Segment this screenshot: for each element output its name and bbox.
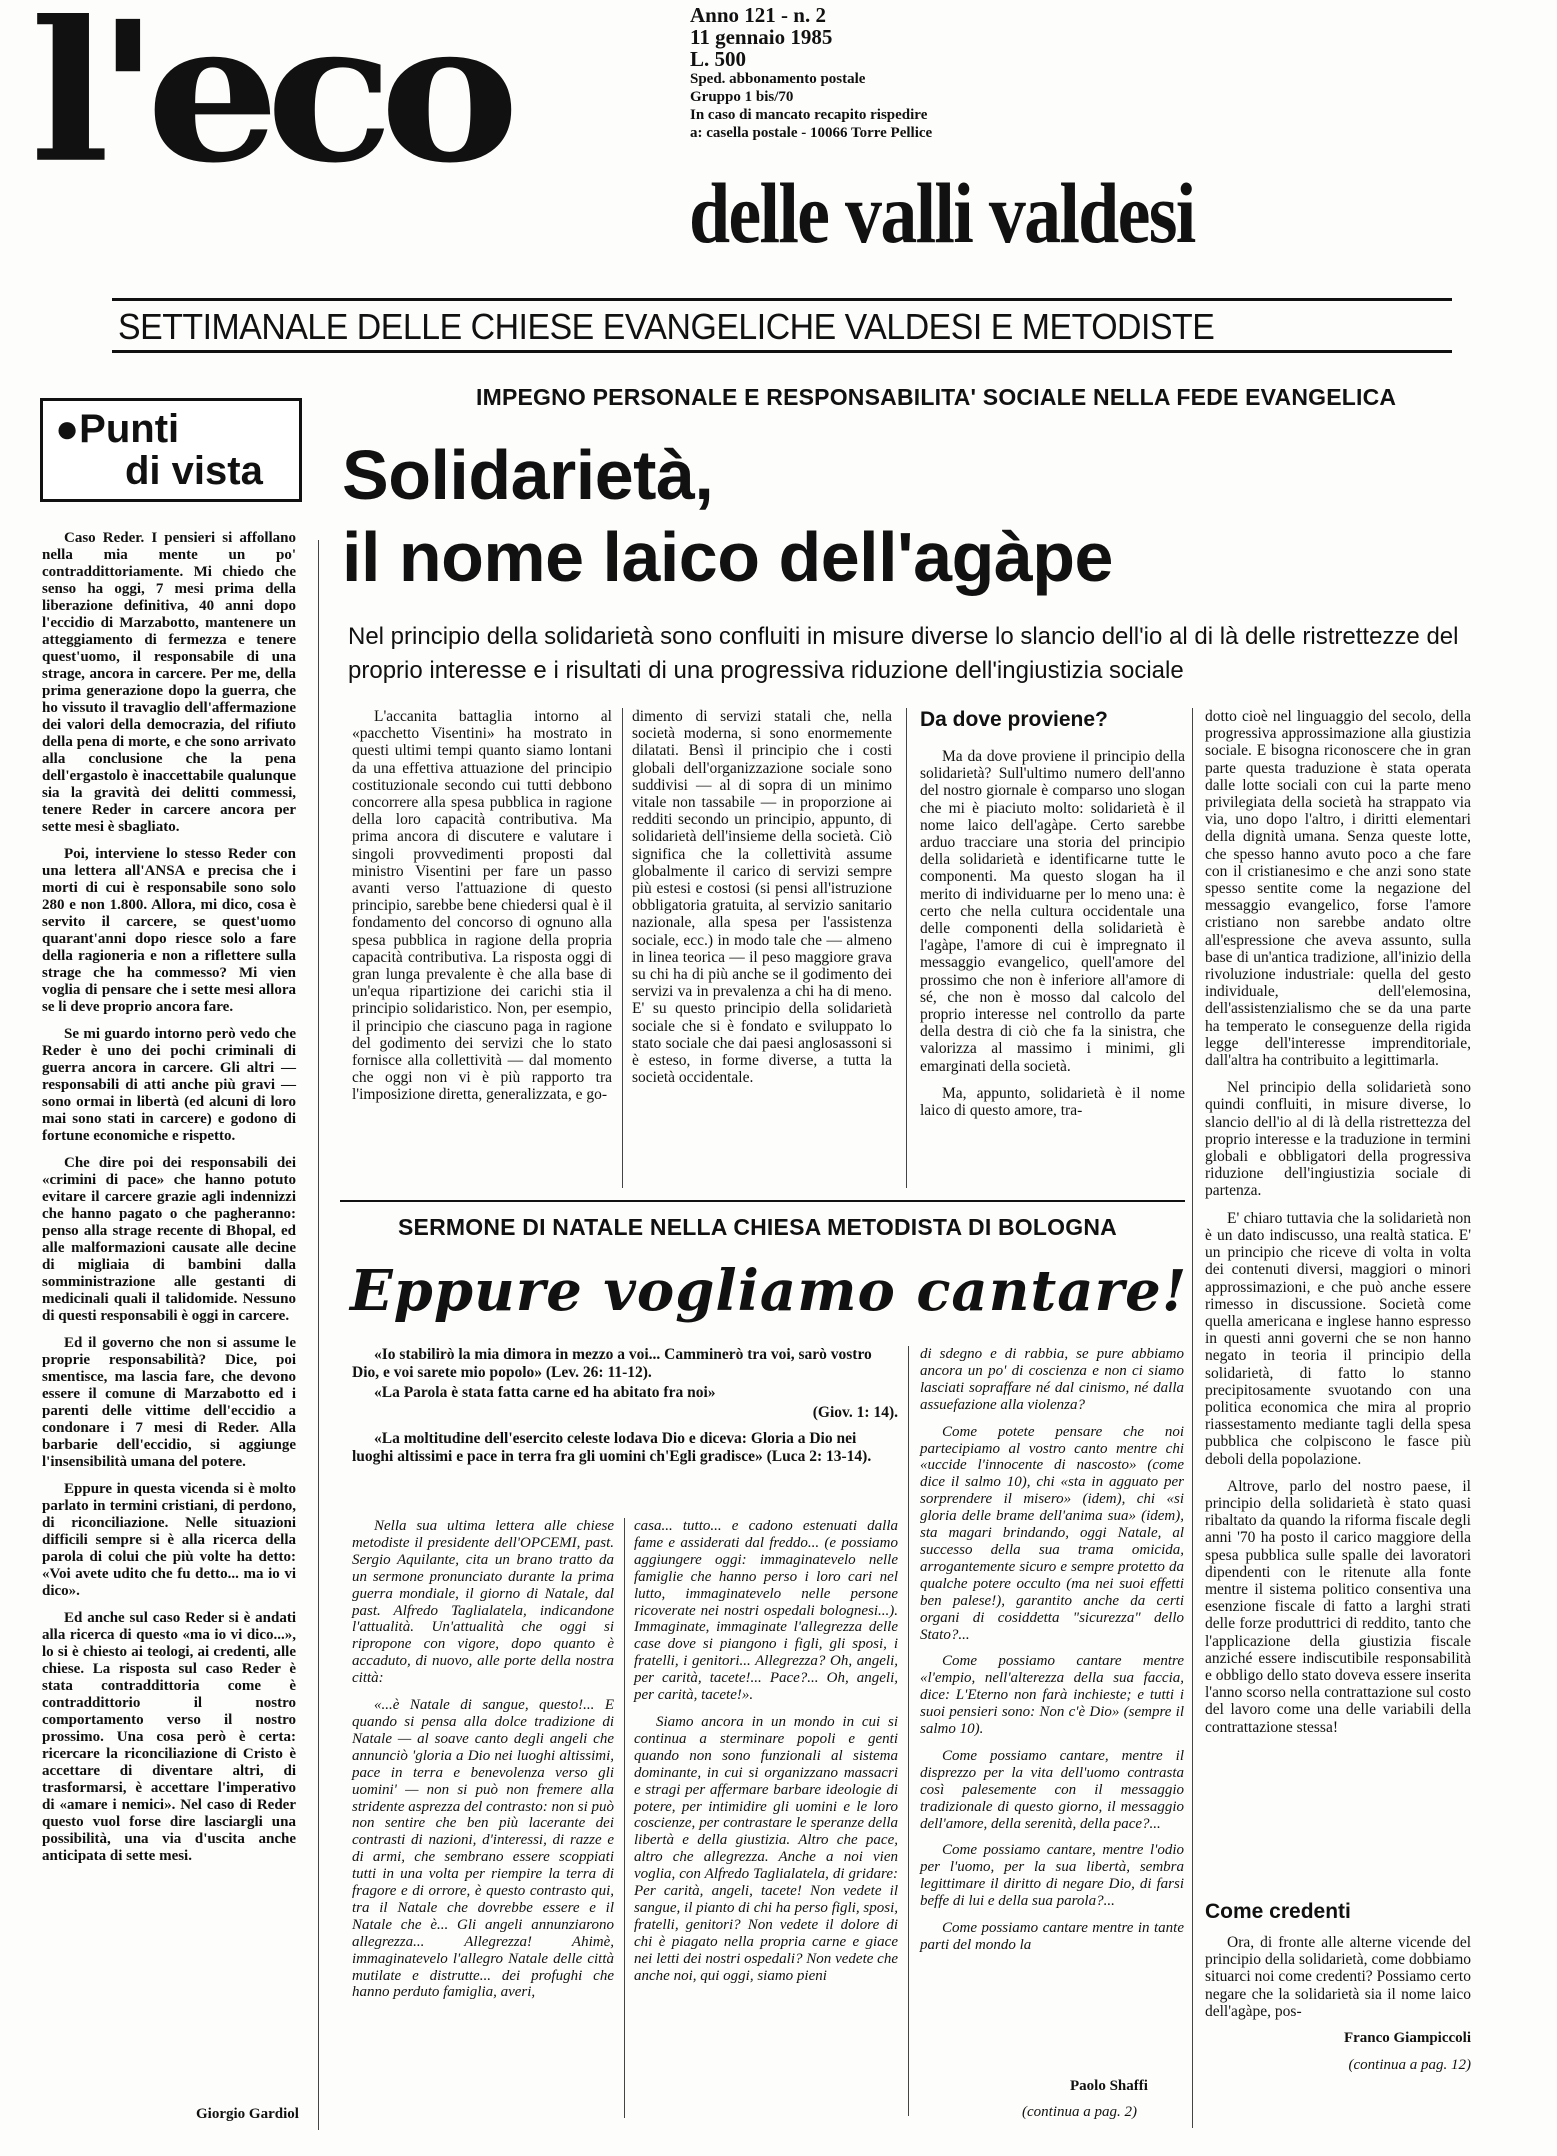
sermon-paragraph: Siamo ancora in un mondo in cui si continua a sterminare popoli e genti quando non sono funzionali al sistema dominante, in cui si organizzano massacri e stragi per affermare barbare ideologie di potere, per intimidire gli uomini e le loro coscienze, per contrastare le speranze della libertà e della giustizia. Altro che pace, altro che allegrezza. Anche a noi vien voglia, con Alfredo Taglialatela, di gridare: Per carità, angeli, tacete! Non vedete il sangue, il pianto di chi ha perso figli, sposi, fratelli, genitori? Non vedete il dolore di chi è piagato nella propria carne e giace nei letti dei nostri ospedali? Non vedete che anche noi, qui oggi, siamo pieni — [634, 1713, 898, 1984]
sermon-rule — [340, 1200, 1185, 1202]
newspaper-subtitle: delle valli valdesi — [689, 165, 1195, 261]
lead-headline — [342, 434, 1113, 598]
sermon-quote-john-ref: (Giov. 1: 14). — [812, 1404, 898, 1421]
newspaper-tagline: SETTIMANALE DELLE CHIESE EVANGELICHE VALDESI E METODISTE — [118, 306, 1215, 347]
lead-standfirst: Nel principio della solidarietà sono confluiti in misure diverse lo slancio dell'io al di là delle ristrettezze del proprio interesse e i risultati di una progressiva riduzione dell'ingiustizia sociale — [348, 623, 1459, 684]
punti-di-vista-title: ●Punti — [55, 407, 180, 451]
postal-info-3: In caso di mancato recapito rispedire — [690, 107, 928, 123]
lead-paragraph: E' chiaro tuttavia che la solidarietà non è un dato indiscusso, una realtà statica. E' un principio che riceve di volta in volta dei contenuti diversi, maggiori o minori approssimazioni, e che può anche essere rimesso in discussione. Società come quella americana e inglese hanno espresso in questi anni governi che se non hanno negato in teoria il principio della solidarietà, di fatto lo stanno precipitosamente svuotando con una politica economica che mira al proprio riassestamento mediante tagli della spesa pubblica che colpiscono le fasce più deboli della popolazione. — [1205, 1209, 1471, 1468]
lead-column-4 — [1205, 708, 1471, 1746]
sermon-paragraph: Come possiamo cantare mentre «l'empio, nell'alterezza della sua faccia, dice: L'Eterno non farà inchieste; e tutti i suoi pensieri sono: Non c'è Dio» (sempre il salmo 10). — [920, 1653, 1184, 1738]
lead-kicker: IMPEGNO PERSONALE E RESPONSABILITA' SOCIALE NELLA FEDE EVANGELICA — [476, 384, 1397, 410]
sidebar-paragraph: Eppure in questa vicenda si è molto parlato in termini cristiani, di perdono, di riconciliazione. Nelle situazioni difficili sempre si è alla ricerca della parola di colui che più volte ha detto: «Voi avete udito che fu detto... ma io vi dico». — [42, 1481, 296, 1599]
lead-column-4-end — [1205, 1900, 1471, 2074]
sidebar-paragraph: Se mi guardo intorno però vedo che Reder è uno dei pochi criminali di guerra ancora in carcere. Gli altri — responsabili di atti anche più gravi — sono ormai in libertà (ed alcuni di loro mai sono stati in carcere) e godono di fortune economiche e rispetto. — [42, 1026, 296, 1144]
punti-label: Punti — [79, 407, 180, 451]
lead-paragraph: Ora, di fronte alle alterne vicende del principio della solidarietà, come dobbiamo situarci noi come credenti? Possiamo certo negare che la solidarietà sia il nome laico dell'agàpe, pos- — [1205, 1934, 1471, 2020]
sermon-headline: Eppure vogliamo cantare! — [350, 1258, 1188, 1324]
lead-column-3 — [920, 708, 1185, 1129]
issue-info — [690, 4, 932, 142]
lead-paragraph: dimento di servizi statali che, nella società moderna, si sono enormemente dilatati. Bensì il principio che i costi globali dell'organizzazione sociale sono suddivisi — al di sopra di un minimo vitale non tassabile — in proporzione ai redditi secondo un principio, appunto, di solidarietà dell'insieme della società. Ciò significa che la collettività assume globalmente il carico di servizi sempre più estesi e costosi (si pensi all'istruzione obbligatoria gratuita, al servizio sanitario nazionale, alla spesa per l'assistenza sociale, ecc.) in modo tale che — almeno in linea teorica — il peso maggiore grava su chi ha di più anche se il godimento dei servizi va in prevalenza a chi ha di meno. E' su questo principio della solidarietà sociale che si è fondato e sviluppato lo stato sociale che dai paesi anglosassoni si è esteso, in forme diverse, a tutta la società occidentale. — [632, 708, 892, 1087]
newspaper-logo: l'eco — [30, 0, 506, 206]
sermon-paragraph: di sdegno e di rabbia, se pure abbiamo ancora un po' di coscienza e non ci siamo lasciati sopraffare né dal cinismo, né dalla assuefazione alla violenza? — [920, 1346, 1184, 1413]
sidebar-article — [42, 530, 296, 1875]
punti-di-vista-box — [40, 398, 302, 502]
postal-info-1: Sped. abbonamento postale — [690, 71, 866, 87]
sermon-continued: (continua a pag. 2) — [1022, 2104, 1137, 2120]
issue-date: 11 gennaio 1985 — [690, 25, 833, 49]
lead-divider-2 — [906, 708, 907, 1188]
lead-paragraph: dotto cioè nel linguaggio del secolo, della progressiva approssimazione alla giustizia sociale. E bisogna riconoscere che in gran parte questa traduzione è stata operata dalle lotte sociali con cui la parte meno privilegiata della società ha strappato via via, uno dopo l'altro, i diritti elementari della dignità umana. Senza queste lotte, che spesso hanno avuto poco a che fare con il cristianesimo e che anzi sono state spesso sentite come la negazione del messaggio evangelico, forse l'amore cristiano non sarebbe andato oltre all'espressione che aveva assunto, sulla base di un'antica tradizione, all'inizio della rivoluzione industriale: quella del gesto individuale, dell'elemosina, dell'assistenzialismo che se da una parte ha temperato le conseguenze della rigida legge dell'interesse imprenditoriale, dall'altra ha contribuito a legittimarla. — [1205, 708, 1471, 1070]
sidebar-paragraph: Caso Reder. I pensieri si affollano nella mia mente un po' contraddittoriamente. Mi chiedo che senso ha oggi, 7 mesi prima della liberazione definitiva, 40 anni dopo l'eccidio di Marzabotto, mantenere un atteggiamento di fermezza e tenere quest'uomo, il responsabile di una strage, ancora in carcere. Per me, della prima generazione dopo la guerra, che ho vissuto il travaglio dell'affermazione dei valori della democrazia, del rifiuto della pena di morte, e che sono arrivato alla conclusione che la pena dell'ergastolo è inaccettabile qualunque sia la gravità dei delitti commessi, tenere Reder in carcere ancora per sette mesi è sbagliato. — [42, 530, 296, 835]
sermon-paragraph: casa... tutto... e cadono estenuati dalla fame e assiderati dal freddo... (e possiamo aggiungere oggi: immaginatevelo nelle famiglie che hanno perso i loro cari nel lutto, immaginatevelo nelle persone ricoverate nei nostri ospedali bolognesi...). Immaginate, immaginate l'allegrezza delle case dove si piangono i figli, gli sposi, i fratelli, i genitori... Allegrezza? Oh, angeli, per carità, tacete!... Pace?... Oh, angeli, per carità, tacete!». — [634, 1518, 898, 1704]
lead-divider-3 — [1192, 708, 1193, 2128]
lead-paragraph: Ma, appunto, solidarietà è il nome laico di questo amore, tra- — [920, 1084, 1185, 1120]
sermon-paragraph: Come potete pensare che noi partecipiamo al vostro canto mentre chi «uccide l'innocente di nascosto» (come dice il salmo 10), chi «sta in agguato per sorprendere il misero» (idem), chi «si gloria delle brame dell'anima sua» (idem), sta magari brindando, oggi Natale, al successo della sua trama omicida, arrogantemente sicuro e sempre protetto da qualche potere occulto (ma nei suoi effetti ben palese!), garantito anche da certi organi di cosiddetta "sicurezza" dello Stato?... — [920, 1423, 1184, 1643]
sermon-quote-john: «La Parola è stata fatta carne ed ha abitato fra noi» — [374, 1384, 716, 1401]
sermon-divider-2 — [908, 1346, 909, 2116]
lead-subhead-believers: Come credenti — [1205, 1900, 1351, 1923]
sermon-epigraphs — [352, 1346, 898, 1468]
sidebar-paragraph: Poi, interviene lo stesso Reder con una lettera all'ANSA e precisa che i morti di cui è responsabile sono solo 280 e non 1.800. Allora, mi dico, cosa è servito il carcere, se quest'uomo quarant'anni dopo riesce solo a fare della ragioneria e non a riflettere sulla strage che ha commesso? Mi vien voglia di pensare che i sette mesi allora se li deve proprio ancora fare. — [42, 846, 296, 1015]
lead-paragraph: Altrove, parlo del nostro paese, il principio della solidarietà è stato quasi ribaltato da quando la riforma fiscale degli anni '70 ha posto il carico maggiore della spesa pubblica sulle spalle dei lavoratori dipendenti con le ritenute alla fonte mentre il sistema politico consentiva una esenzione fiscale di fatto a larghi strati delle forze produttrici di reddito, tanto che l'applicazione della giustizia fiscale anziché essere indiscutibile responsabilità e obbligo dello stato doveva essere inserita l'anno scorso nella contrattazione sul costo del lavoro come una delle variabili della contrattazione stessa! — [1205, 1477, 1472, 1736]
lead-continued: (continua a pag. 12) — [1348, 2057, 1471, 2074]
lead-subhead-origin: Da dove proviene? — [920, 708, 1108, 731]
lead-signature: Franco Giampiccoli — [1343, 2030, 1471, 2047]
sermon-paragraph: Come possiamo cantare mentre in tante parti del mondo la — [920, 1920, 1184, 1953]
sermon-paragraph: «...è Natale di sangue, questo!... E quando si pensa alla dolce tradizione di Natale — al soave canto degli angeli che annunciò 'gloria a Dio nei luoghi altissimi, pace in terra e benevolenza verso gli uomini' — non si può non fremere alla stridente asprezza del contrasto: non si può non sentire che ben più lacerante dei contrasti di nazioni, d'interessi, di razze e di armi, che sembrano essere scoppiati tutti in una volta per riempire la terra di fragore e di orrore, è questo contrasto qui, tra il Natale che dovrebbe essere e il Natale che è... Gli angeli annunziarono allegrezza... Allegrezza! Ahimè, immaginatevelo l'allegro Natale delle città mutilate e distrutte... dei profughi che hanno perduto famiglia, averi, — [352, 1697, 614, 2001]
lead-headline-line-1: Solidarietà, — [342, 436, 714, 514]
sidebar-paragraph: Ed il governo che non si assume le proprie responsabilità? Dice, poi smentisce, ma lascia fare, che devono essere il comune di Marzabotto ed i parenti delle vittime dell'eccidio a condonare i 7 mesi di Reder. Alla barbarie dell'eccidio, si aggiunge l'insensibilità umana del potere. — [42, 1335, 296, 1470]
sidebar-signature: Giorgio Gardiol — [196, 2106, 299, 2122]
sidebar-paragraph: Che dire poi dei responsabili dei «crimini di pace» che hanno potuto evitare il carcere grazie agli indennizzi che hanno pagato o che pagheranno: penso alla strage recente di Bhopal, ed alle malformazioni causate alle decine di migliaia di bambini dalla somministrazione alle gestanti di medicinali quali il talidomide. Nessuno di questi responsabili è oggi in carcere. — [42, 1155, 296, 1324]
issue-price: L. 500 — [690, 47, 747, 71]
sermon-paragraph: Come possiamo cantare, mentre il disprezzo per la vita dell'uomo contrasta così palesemente con il messaggio tradizionale di questo giorno, il messaggio dell'amore, della serenità, della pace?... — [920, 1747, 1184, 1832]
sermon-paragraph: Nella sua ultima lettera alle chiese metodiste il presidente dell'OPCEMI, past. Sergio Aquilante, cita un brano tratto da un sermone pronunciato durante la prima guerra mondiale, il giorno di Natale, dal past. Alfredo Taglialatela, indicandone l'attualità. Un'attualità che oggi si ripropone con vigore, dopo quanto è accaduto, di nuovo, alle porte della nostra città: — [352, 1518, 614, 1687]
lead-paragraph: Nel principio della solidarietà sono quindi confluiti, in misure diverse, lo slancio dell'io al di là della ristrettezza del proprio interesse e la traduzione in termini globali e obbligatori della progressiva riduzione dell'ingiustizia sociale di partenza. — [1205, 1079, 1471, 1200]
issue-number: Anno 121 - n. 2 — [690, 3, 826, 27]
di-vista-label: di vista — [125, 449, 263, 493]
masthead-rule-bottom — [112, 350, 1452, 353]
sermon-quote-leviticus: «Io stabilirò la mia dimora in mezzo a voi... Camminerò tra voi, sarò vostro Dio, e voi sarete mio popolo» (Lev. 26: 11-12). — [352, 1346, 872, 1381]
lead-divider-1 — [622, 708, 623, 1188]
lead-paragraph: Ma da dove proviene il principio della solidarietà? Sull'ultimo numero dell'anno del nostro giornale è comparso uno slogan che mi è piaciuto molto: solidarietà è il nome laico dell'agàpe. Certo sarebbe arduo tracciare una storia del principio della solidarietà e identificarne tutte le componenti. Ma questo slogan ha il merito di individuarne per lo meno una: è certo che nella cultura occidentale una delle componenti della solidarietà è l'agàpe, l'amore di cui è impregnato il messaggio evangelico, quell'amore del prossimo che non è inferiore all'amore di sé, che non è mosso dal calcolo del proprio interesse nel controllo da parte della destra di ciò che fa la sinistra, che valorizza al massimo i minimi, gli emarginati della società. — [920, 748, 1185, 1075]
sermon-column-2 — [634, 1518, 898, 1994]
sermon-signature: Paolo Shaffi — [1070, 2078, 1148, 2094]
masthead-rule-top — [112, 298, 1452, 301]
sermon-kicker: SERMONE DI NATALE NELLA CHIESA METODISTA DI BOLOGNA — [398, 1214, 1117, 1240]
sermon-quote-luke: «La moltitudine dell'esercito celeste lodava Dio e diceva: Gloria a Dio nei luoghi altissimi e pace in terra fra gli uomini ch'Egli gradisce» (Luca 2: 13-14). — [352, 1430, 872, 1465]
sermon-column-3 — [920, 1346, 1184, 1964]
sidebar-divider — [318, 540, 319, 2130]
sidebar-paragraph: Ed anche sul caso Reder si è andati alla ricerca di questo «ma io vi dico...», lo si è chiesto ai teologi, ai credenti, alle chiese. La risposta sul caso Reder è stata contraddittoria come è contraddittorio il nostro comportamento verso il nostro prossimo. Una cosa però è certa: ricercare la riconciliazione di Cristo è accettare di diventare altri, di trasformarsi, è accettare l'imperativo di «amare i nemici». Nel caso di Reder questo vuol forse dire lasciargli una possibilità, una via d'uscita anche anticipata di sette mesi. — [42, 1610, 296, 1864]
lead-column-2 — [632, 708, 892, 1096]
sermon-divider-1 — [624, 1518, 625, 2118]
lead-headline-line-2: il nome laico dell'agàpe — [342, 518, 1113, 596]
postal-info-2: Gruppo 1 bis/70 — [690, 89, 794, 105]
lead-column-1 — [352, 708, 612, 1114]
sermon-column-1 — [352, 1518, 614, 2011]
sermon-paragraph: Come possiamo cantare, mentre l'odio per l'uomo, per la sua libertà, sembra legittimare il diritto di negare Dio, di farsi beffe di lui e della sua parola?... — [920, 1842, 1184, 1910]
lead-paragraph: L'accanita battaglia intorno al «pacchetto Visentini» ha mostrato in questi ultimi tempi quanto siamo lontani da una effettiva attuazione del principio costituzionale secondo cui tutti debbono concorrere alla spesa pubblica in ragione della loro capacità contributiva. Ma prima ancora di discutere e valutare i singoli provvedimenti proposti dal ministro Visentini per fare un passo avanti verso l'attuazione di questo principio, sarebbe bene chiedersi qual è il fondamento del concorso di ognuno alla spesa pubblica in ragione della propria capacità contributiva. La risposta oggi di gran lunga prevalente è che alla base di un'equa ripartizione dei carichi stia il principio solidaristico. Non, per esempio, il principio che ciascuno paga in ragione del godimento dei servizi che lo stato fornisce alla collettività — dal momento che oggi non vi è più rapporto tra l'imposizione diretta, generalizzata, e go- — [352, 708, 612, 1104]
postal-info-4: a: casella postale - 10066 Torre Pellice — [690, 125, 933, 141]
